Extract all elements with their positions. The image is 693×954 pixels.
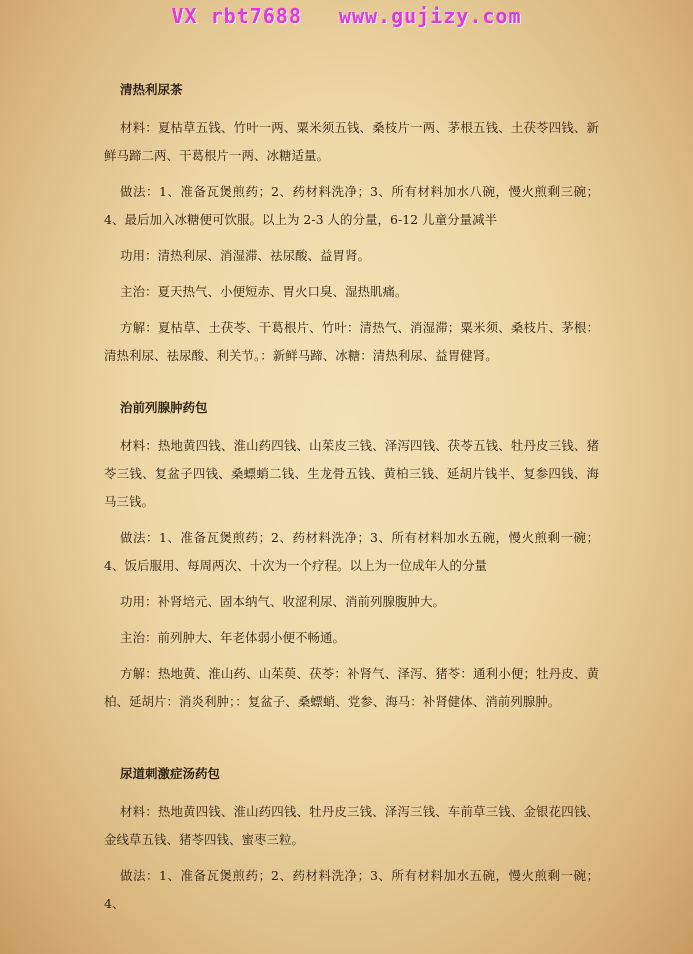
method-paragraph: 做法：1、准备瓦煲煎药；2、药材料洗净；3、所有材料加水八碗，慢火煎剩三碗；4、最后加入冰糖便可饮服。以上为 2-3 人的分量，6-12 儿童分量减半 xyxy=(104,184,599,227)
function-paragraph: 功用：清热利尿、消湿滞、祛尿酸、益胃肾。 xyxy=(120,248,371,263)
document-body xyxy=(104,80,599,946)
explanation-paragraph: 方解：夏枯草、土茯苓、干葛根片、竹叶：清热气、消湿滞；粟米须、桑枝片、茅根：清热利尿、祛尿酸、利关节。：新鲜马蹄、冰糖：清热利尿、益胃健肾。 xyxy=(104,320,599,363)
section-urethral-irritation-pack xyxy=(104,764,599,918)
watermark xyxy=(0,4,693,28)
function-paragraph: 功用：补肾培元、固本纳气、收涩利尿、消前列腺腹肿大。 xyxy=(120,594,446,609)
method-paragraph: 做法：1、准备瓦煲煎药；2、药材料洗净；3、所有材料加水五碗，慢火煎剩一碗；4、饭后服用、每周两次、十次为一个疗程。以上为一位成年人的分量 xyxy=(104,530,599,573)
method-paragraph: 做法：1、准备瓦煲煎药；2、药材料洗净；3、所有材料加水五碗，慢火煎剩一碗；4、 xyxy=(104,868,599,911)
section-clear-heat-tea xyxy=(104,80,599,370)
ingredients-paragraph: 材料：夏枯草五钱、竹叶一两、粟米须五钱、桑枝片一两、茅根五钱、土茯苓四钱、新鲜马蹄二两、干葛根片一两、冰糖适量。 xyxy=(104,120,599,163)
explanation-paragraph: 方解：热地黄、淮山药、山茱萸、茯苓：补肾气、泽泻、猪苓：通利小便；牡丹皮、黄柏、延胡片：消炎利肿；：复盆子、桑螵蛸、党参、海马：补肾健体、消前列腺肿。 xyxy=(104,666,599,709)
section-prostate-herbal-pack xyxy=(104,398,599,716)
section-title: 清热利尿茶 xyxy=(120,82,183,97)
ingredients-paragraph: 材料：热地黄四钱、淮山药四钱、山茱皮三钱、泽泻四钱、茯苓五钱、牡丹皮三钱、猪苓三钱、复盆子四钱、桑螵蛸二钱、生龙骨五钱、黄柏三钱、延胡片钱半、复参四钱、海马三钱。 xyxy=(104,438,599,509)
section-title: 尿道刺激症汤药包 xyxy=(120,766,221,781)
watermark-url: www.gujizy.com xyxy=(338,4,522,28)
ingredients-paragraph: 材料：热地黄四钱、淮山药四钱、牡丹皮三钱、泽泻三钱、车前草三钱、金银花四钱、金线草五钱、猪苓四钱、蜜枣三粒。 xyxy=(104,804,599,847)
indication-paragraph: 主治：夏天热气、小便短赤、胃火口臭、湿热肌痛。 xyxy=(120,284,408,299)
section-title: 治前列腺肿药包 xyxy=(120,400,208,415)
watermark-contact: VX rbt7688 xyxy=(171,4,302,28)
indication-paragraph: 主治：前列肿大、年老体弱小便不畅通。 xyxy=(120,630,346,645)
